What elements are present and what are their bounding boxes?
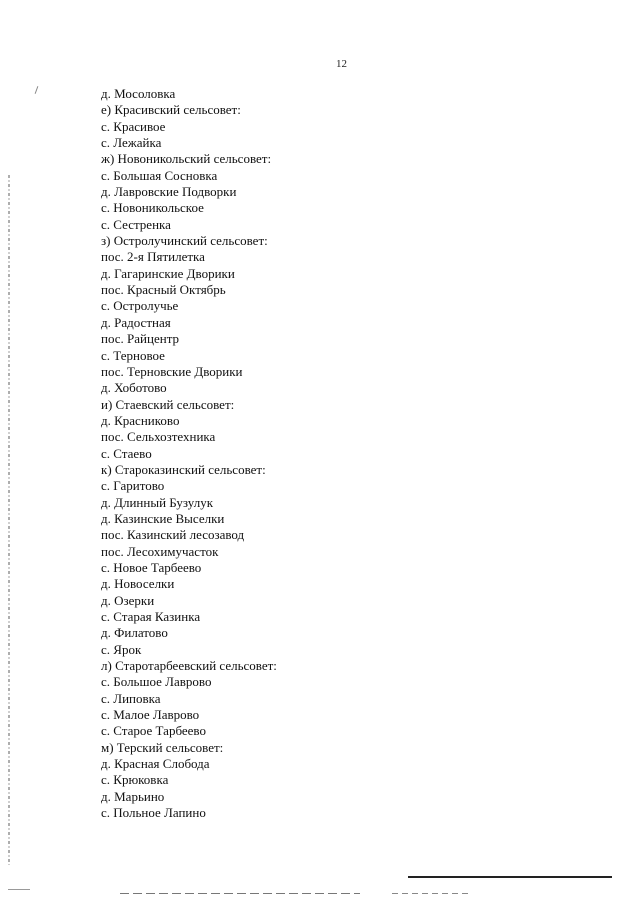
bottom-rule — [408, 876, 612, 878]
list-item: д. Озерки — [101, 592, 155, 608]
list-item: д. Лавровские Подворки — [101, 184, 237, 200]
list-item: с. Новоникольское — [101, 200, 204, 216]
list-item: и) Стаевский сельсовет: — [101, 396, 235, 412]
list-item: е) Красивский сельсовет: — [101, 102, 241, 118]
list-item: с. Гаритово — [101, 478, 165, 494]
scan-artifact-edge — [8, 175, 10, 865]
list-item: пос. Сельхозтехника — [101, 429, 216, 445]
scan-artifact-corner — [8, 889, 30, 890]
list-item: с. Ярок — [101, 641, 142, 657]
scan-artifact-mark — [35, 86, 39, 94]
list-item: пос. Казинский лесозавод — [101, 527, 245, 543]
page-number: 12 — [336, 58, 347, 70]
list-item: д. Казинские Выселки — [101, 510, 225, 526]
list-item: л) Старотарбеевский сельсовет: — [101, 658, 277, 674]
list-item: д. Новоселки — [101, 576, 175, 592]
list-item: с. Остролучье — [101, 298, 179, 314]
list-item: пос. 2-я Пятилетка — [101, 249, 205, 265]
list-item: с. Стаево — [101, 445, 152, 461]
settlement-list — [101, 86, 277, 821]
list-item: с. Новое Тарбеево — [101, 559, 202, 575]
list-item: д. Красниково — [101, 412, 180, 428]
list-item: пос. Терновские Дворики — [101, 363, 243, 379]
list-item: д. Длинный Бузулук — [101, 494, 214, 510]
list-item: с. Красивое — [101, 118, 166, 134]
list-item: д. Хоботово — [101, 380, 167, 396]
list-item: с. Старое Тарбеево — [101, 723, 206, 739]
list-item: с. Крюковка — [101, 772, 169, 788]
list-item: пос. Райцентр — [101, 331, 180, 347]
list-item: д. Мосоловка — [101, 86, 176, 101]
list-item: з) Остролучинский сельсовет: — [101, 233, 268, 249]
scan-artifact-dashes-right — [392, 893, 472, 894]
list-item: с. Большое Лаврово — [101, 674, 212, 690]
list-item: с. Терновое — [101, 347, 165, 363]
list-item: с. Польное Лапино — [101, 805, 206, 821]
list-item: д. Радостная — [101, 314, 171, 330]
list-item: д. Гагаринские Дворики — [101, 265, 235, 281]
list-item: пос. Красный Октябрь — [101, 282, 226, 298]
list-item: к) Староказинский сельсовет: — [101, 461, 266, 477]
scan-artifact-dashes — [120, 893, 360, 894]
list-item: д. Красная Слобода — [101, 756, 210, 772]
list-item: м) Терский сельсовет: — [101, 739, 224, 755]
list-item: с. Сестренка — [101, 216, 171, 232]
list-item: с. Лежайка — [101, 135, 162, 151]
list-item: с. Большая Сосновка — [101, 167, 218, 183]
list-item: д. Марьино — [101, 788, 165, 804]
list-item: с. Липовка — [101, 690, 161, 706]
list-item: с. Малое Лаврово — [101, 707, 200, 723]
list-item: пос. Лесохимучасток — [101, 543, 219, 559]
list-item: с. Старая Казинка — [101, 609, 201, 624]
list-item: ж) Новоникольский сельсовет: — [101, 151, 272, 167]
list-item: д. Филатово — [101, 625, 168, 641]
